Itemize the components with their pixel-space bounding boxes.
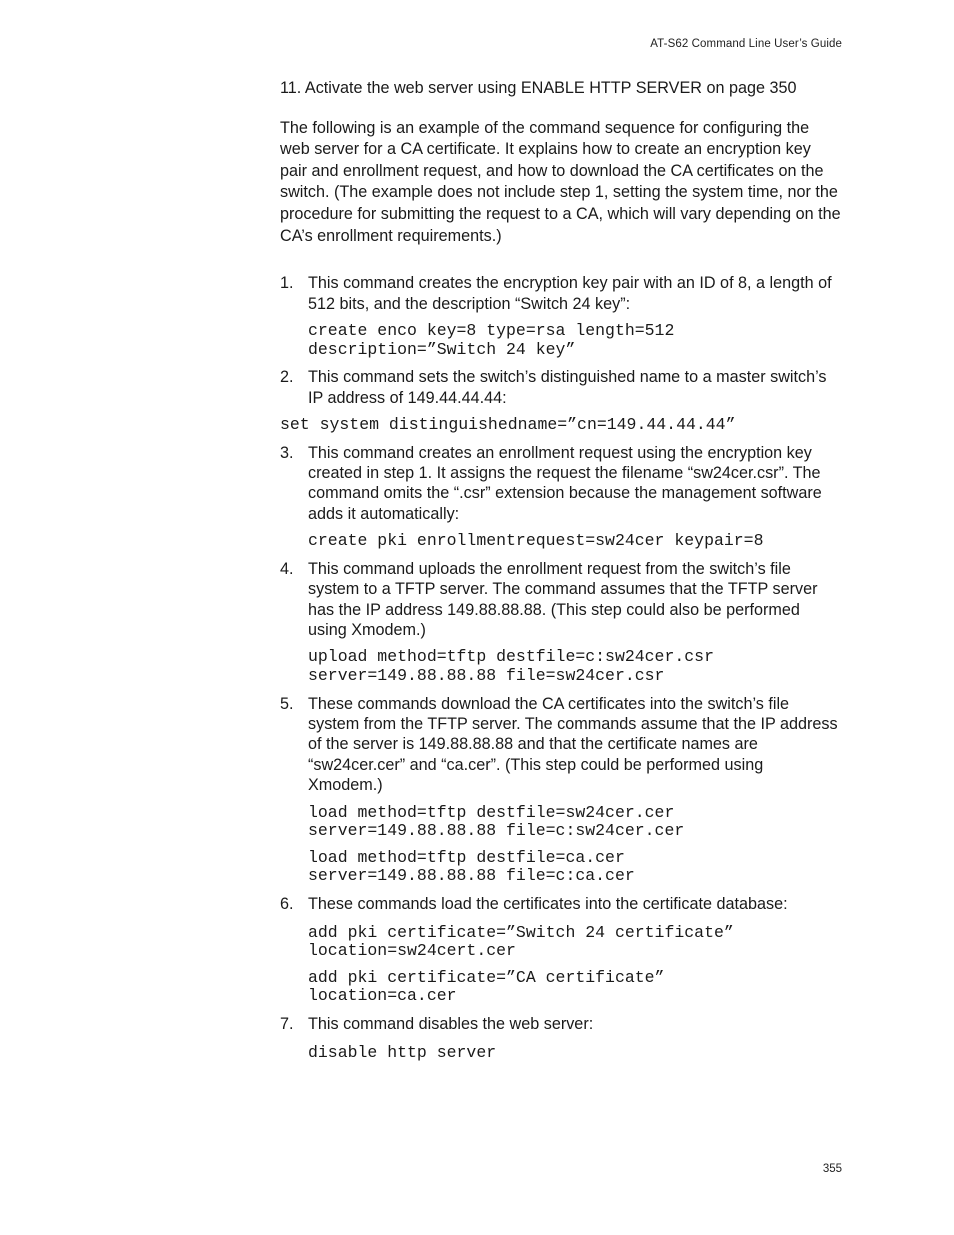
page-content [280, 78, 842, 1070]
code-block: create pki enrollmentrequest=sw24cer keypair=8 [308, 531, 764, 551]
code-block: load method=tftp destfile=sw24cer.cer server=149.88.88.88 file=c:sw24cer.cer [308, 802, 685, 841]
list-text: These commands load the certificates into the certificate database: [308, 895, 788, 913]
list-text: This command sets the switch’s distinguished name to a master switch’s IP address of 149.44.44.44: [308, 368, 827, 407]
list-text: This command creates an enrollment request using the encryption key created in step 1. It assigns the request the filename “sw24cer.csr”. The command omits the “.csr” extension because the management software adds it automatically: [308, 443, 822, 523]
page-number: 355 [822, 1163, 842, 1175]
code-block: disable http server [308, 1042, 497, 1062]
list-item-6 [280, 894, 842, 916]
list-item-1 [280, 273, 842, 314]
step-11-text: 11. Activate the web server using ENABLE HTTP SERVER on page 350 [280, 79, 797, 97]
list-number: 4. [280, 559, 294, 578]
list-number: 6. [280, 895, 294, 913]
list-text: This command disables the web server: [308, 1014, 594, 1033]
code-block: set system distinguishedname=”cn=149.44.44.44” [280, 414, 736, 434]
list-number: 2. [280, 368, 294, 387]
list-item-7 [280, 1014, 842, 1036]
list-item-4 [280, 559, 842, 641]
code-block: add pki certificate=”CA certificate” location=ca.cer [308, 967, 665, 1006]
list-number: 3. [280, 443, 294, 462]
list-item-5 [280, 694, 842, 796]
list-text: These commands download the CA certificates into the switch’s file system from the TFTP server. The commands assume that the IP address of the server is 149.88.88.88 and that the certificate names are “sw24cer.cer” and “ca.cer”. (This step could be performed using Xmodem.) [308, 694, 838, 795]
list-item-3 [280, 443, 842, 525]
intro-paragraph: The following is an example of the command sequence for configuring the web server for a CA certificate. It explains how to create an encryption key pair and enrollment request, and how to download the CA certificates on the switch. (The example does not include step 1, setting the system time, nor the procedure for submitting the request to a CA, which will vary depending on the CA’s enrollment requirements.) [280, 118, 841, 245]
list-item-2 [280, 367, 842, 408]
code-block: add pki certificate=”Switch 24 certificate” location=sw24cert.cer [308, 922, 734, 961]
list-number: 5. [280, 694, 294, 713]
code-block: load method=tftp destfile=ca.cer server=149.88.88.88 file=c:ca.cer [308, 847, 635, 886]
code-block: upload method=tftp destfile=c:sw24cer.csr server=149.88.88.88 file=sw24cer.csr [308, 647, 714, 685]
list-number: 7. [280, 1014, 294, 1033]
list-number: 1. [280, 274, 294, 293]
list-text: This command uploads the enrollment request from the switch’s file system to a TFTP server. The command assumes that the TFTP server has the IP address 149.88.88.88. (This step could also be performed using Xmodem.) [308, 559, 818, 639]
list-text: This command creates the encryption key pair with an ID of 8, a length of 512 bits, and the description “Switch 24 key”: [308, 274, 832, 313]
code-block: create enco key=8 type=rsa length=512 description=”Switch 24 key” [308, 320, 675, 359]
running-header: AT-S62 Command Line User’s Guide [650, 38, 842, 50]
